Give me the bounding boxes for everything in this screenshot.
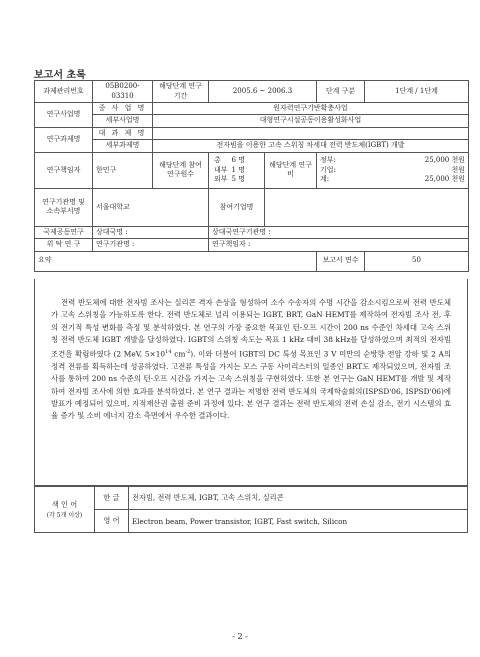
keywords-en: Electron beam, Power transistor, IGBT, Fast switch, Silicon [129, 510, 468, 533]
summary-text [51, 297, 451, 422]
research-period: 2005.6 ~ 2006.3 [209, 81, 317, 103]
summary-unit-exponent: -2 [185, 349, 191, 356]
cost-company-label: 기업: [320, 165, 336, 174]
intl-label: 국제공동연구 [35, 226, 93, 238]
staff-external-label: 외부 [214, 174, 228, 183]
consign-leader: 연구책임자 : [209, 239, 469, 251]
page-title: 보고서 초록 [34, 70, 86, 81]
consign-org: 연구기관명 : [93, 239, 209, 251]
mgmt-no: 05B0200-03310 [93, 81, 153, 103]
period-label: 해당단계 연구기간 [153, 81, 209, 103]
sub-project: 대형연구시설공동이용활성화사업 [153, 115, 469, 127]
cost-label: 해당단계 연구비 [265, 152, 317, 188]
main-task-label: 대 과 제 명 [93, 127, 153, 139]
partner-label: 참여기업명 [209, 188, 265, 226]
pages-label: 보고서 면수 [317, 251, 365, 271]
staff-total-label: 총 [214, 156, 221, 165]
cost-total-label: 계: [320, 174, 330, 183]
cost-gov-label: 정부: [320, 156, 336, 165]
mgmt-no-label: 과제관리번호 [35, 81, 93, 103]
page-number: - 2 - [232, 632, 248, 641]
keywords-ko: 전자빔, 전력 반도체, IGBT, 고속 스위치, 실리콘 [129, 487, 468, 510]
summary-box [34, 279, 468, 486]
keywords-label-cell [35, 487, 95, 533]
task-label: 연구과제명 [35, 127, 93, 152]
main-task [153, 127, 469, 139]
summary-text-part2: ). 이와 더불어 IGBT의 DC 특성 목표인 3 V 미만의 순방향 전압 강하 및 2 A의 정격 전류를 획득하는데 성공하였다. 고전류 특성을 가지는 모스 구동 사이리스터의 일종인 BRT도 제작되었으며, 전자빔 조사를 통하여 200 ns 수준의 턴-오프 시간을 가지는 고속 스위칭을 구현하였다. 또한 본 연구는 GaN HEMT를 개발 및 제작하여 전자빔 조사에 의한 효과를 분석하였다. 본 연구 결과는 저명한 전력 반도체의 국제학술회의(ISPSD'06, ISPSD'06)에 발표가 예정되어 있으며, 지적재산권 출원 준비 과정에 있다. 본 연구 결과는 전력 반도체의 전력 손실 감소, 전기 시스템의 효율 증가 및 소비 에너지 감소 측면에서 우수한 결과이다. [51, 349, 452, 421]
cost-total: 25,000 천원 [424, 174, 465, 183]
stage-value: 1단계 / 1단계 [365, 81, 469, 103]
staff-internal: 1 명 [231, 165, 245, 174]
sub-project-label: 세부사업명 [93, 115, 153, 127]
staff-external: 5 명 [231, 174, 245, 183]
pages-value: 50 [365, 251, 469, 271]
summary-exponent: 14 [165, 349, 172, 356]
keywords-ko-label: 한 글 [95, 487, 129, 510]
keywords-en-label: 영 어 [95, 510, 129, 533]
intl-org: 상대국연구기관명 : [209, 226, 469, 238]
keywords-note: (각 5개 이상) [46, 512, 83, 519]
cost-gov: 25,000 천원 [424, 156, 465, 165]
abstract-form-table [34, 80, 469, 272]
stage-label: 단계 구분 [317, 81, 365, 103]
intl-country: 상대국명 : [93, 226, 209, 238]
staff-internal-label: 내부 [214, 165, 228, 174]
org-label: 연구기관명 및 소속부서명 [35, 188, 93, 226]
summary-label: 요약 [35, 251, 317, 271]
staff-label: 해당단계 참여연구원수 [153, 152, 209, 188]
leader-label: 연구책임자 [35, 152, 93, 188]
keywords-table [34, 486, 468, 533]
mid-project: 원자력연구기반확충사업 [153, 103, 469, 115]
staff-counts [209, 152, 265, 188]
partner-name [265, 188, 469, 226]
cost-values [317, 152, 469, 188]
keywords-label: 색 인 어 [51, 500, 78, 509]
consign-label: 위 탁 연 구 [35, 239, 93, 251]
summary-text-part1: 전력 반도체에 대한 전자빔 조사는 실리콘 격자 손상을 형성하여 소수 수송자의 수명 시간을 감소시킴으로써 전력 반도체가 고속 스위칭을 가능하도록 한다. 전력 반도체로 널리 이용되는 IGBT, BRT, GaN HEMT를 제작하여 전자빔 조사 전, 후의 전기적 특성 변화를 측정 및 분석하였다. 본 연구의 가장 중요한 목표인 턴-오프 시간이 200 ns 수준인 차세대 고속 스위칭 전력 반도체 IGBT 개발을 달성하였다. IGBT의 스위칭 속도는 목표 1 kHz 대비 38 kHz를 달성하였으며 최적의 전자빔 조건을 확립하였다 (2 MeV, 5×10 [51, 298, 451, 359]
leader-name: 한민구 [93, 152, 153, 188]
sub-task: 전자빔을 이용한 고속 스위칭 차세대 전력 반도체(IGBT) 개발 [153, 140, 469, 152]
cost-company: 천원 [451, 165, 465, 174]
mid-project-label: 중 사 업 명 [93, 103, 153, 115]
summary-unit: cm [171, 349, 186, 359]
staff-total: 6 명 [231, 156, 245, 165]
org-name: 서울대학교 [93, 188, 209, 226]
sub-task-label: 세부과제명 [93, 140, 153, 152]
project-label: 연구사업명 [35, 103, 93, 128]
